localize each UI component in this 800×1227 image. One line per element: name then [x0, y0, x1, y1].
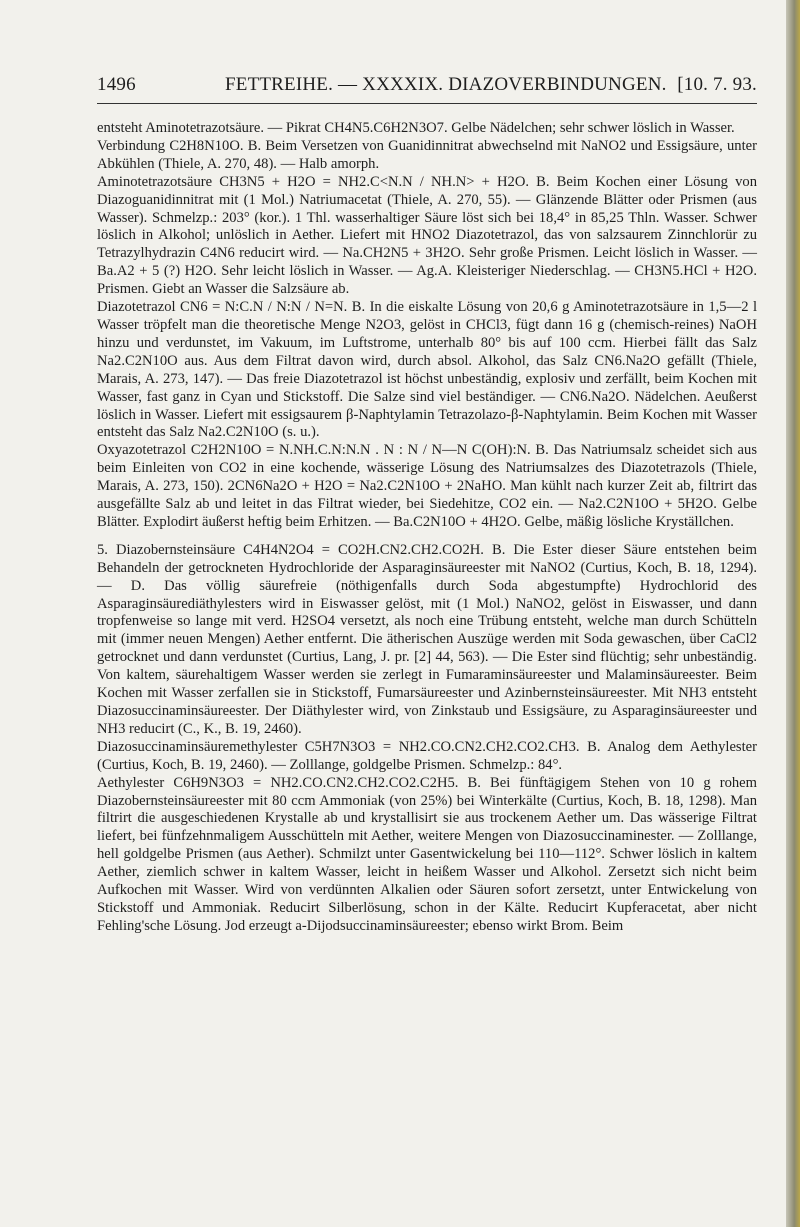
page-edge — [786, 0, 800, 1227]
running-header — [97, 74, 757, 104]
paragraph-oxyazotetrazol: Oxyazotetrazol C2H2N10O = N.NH.C.N:N.N . N : N / N—N C(OH):N. B. Das Natriumsalz scheidet sich aus beim Einleiten von CO2 in eine kochende, wässerige Lösung des Natriumsalzes des Diazotetrazols (Thiele, Marais, A. 273, 150). 2CN6Na2O + H2O = Na2.C2N10O + 2NaHO. Man kühlt nach kurzer Zeit ab, filtrirt das ausgefällte Salz ab und leitet in das Filtrat wieder, bei Siedehitze, CO2 ein. — Na2.C2N10O + 5H2O. Gelbe Blätter. Explodirt äußerst heftig beim Erhitzen. — Ba.C2N10O + 4H2O. Gelbe, mäßig lösliche Kryställchen. — [97, 442, 757, 530]
paragraph-diazotetrazol: Diazotetrazol CN6 = N:C.N / N:N / N=N. B. In die eiskalte Lösung von 20,6 g Aminotetrazotsäure in 1,5—2 l Wasser tröpfelt man die theoretische Menge N2O3, gelöst in CHCl3, fügt dann 16 g (chemisch-reines) NaOH hinzu und verdunstet, im Vakuum, im Luftstrome, unterhalb 80° bis auf 100 ccm. Hierbei fällt das Salz Na2.C2N10O aus. Aus dem Filtrat davon wird, durch absol. Alkohol, das Salz CN6.Na2O gefällt (Thiele, Marais, A. 273, 147). — Das freie Diazotetrazol ist höchst unbeständig, explosiv und zerfällt, beim Kochen mit Wasser, fast ganz in Cyan und Stickstoff. Die Salze sind viel beständiger. — CN6.Na2O. Nädelchen. Aeußerst löslich in Wasser. Liefert mit essigsaurem β-Naphtylamin Tetrazolazo-β-Naphtylamin. Beim Kochen mit Wasser entsteht das Salz Na2.C2N10O (s. u.). — [97, 299, 757, 441]
paragraph-methylester: Diazosuccinaminsäuremethylester C5H7N3O3 = NH2.CO.CN2.CH2.CO2.CH3. B. Analog dem Aethylester (Curtius, Koch, B. 19, 2460). — Zolllange, goldgelbe Prismen. Schmelzp.: 84°. — [97, 738, 757, 773]
body-text — [97, 120, 757, 936]
paragraph-diazobernsteinsaeure: 5. Diazobernsteinsäure C4H4N2O4 = CO2H.CN2.CH2.CO2H. B. Die Ester dieser Säure entstehen beim Behandeln der getrockneten Hydrochloride der Asparaginsäureester mit NaNO2 (Curtius, Koch, B. 18, 1294). — D. Das völlig säurefreie (nöthigenfalls durch Soda abgestumpfte) Hydrochlorid des Asparaginsäurediäthylesters wird in Eiswasser gelöst, mit (1 Mol.) NaNO2, gelöst in Eiswasser, und dann tropfenweise so lange mit verd. H2SO4 versetzt, als noch eine Trübung entsteht, welche man durch Schütteln mit (immer neuen Mengen) Aether entfernt. Die ätherischen Auszüge werden mit Soda gewaschen, über CaCl2 getrocknet und dann verdunstet (Curtius, Lang, J. pr. [2] 44, 563). — Die Ester sind flüchtig; sehr unbeständig. Von kaltem, säurehaltigem Wasser werden sie zerlegt in Fumaraminsäureester und Malaminsäureester. Beim Kochen mit Wasser zerfallen sie in Stickstoff, Fumarsäureester und Azinbernsteinsäureester. Mit NH3 entsteht Diazosuccinaminsäureester. Der Diäthylester wird, von Zinkstaub und Essigsäure, zu Asparaginsäureester und NH3 reducirt (C., K., B. 19, 2460). — [97, 541, 757, 737]
header-date: [10. 7. 93. — [677, 74, 757, 95]
paragraph-aethylester: Aethylester C6H9N3O3 = NH2.CO.CN2.CH2.CO2.C2H5. B. Bei fünftägigem Stehen von 10 g rohem Diazobernsteinsäureester mit 80 ccm Ammoniak (von 25%) bei Winterkälte (Curtius, Koch, B. 18, 1298). Man filtrirt die ausgeschiedenen Krystalle ab und krystallisirt sie aus trockenem Aether um. Das wässerige Filtrat liefert, bei fünfzehnmaligem Ausschütteln mit Aether, weitere Mengen von Diazosuccinaminester. — Zolllange, hell goldgelbe Prismen (aus Aether). Schmilzt unter Gasentwickelung bei 110—112°. Schwer löslich in kaltem Aether, ziemlich schwer in kaltem Wasser, leicht in heißem Wasser und Alkohol. Zersetzt sich nicht beim Aufkochen mit Wasser. Wird von verdünnten Alkalien oder Säuren sofort zersetzt, unter Entwickelung von Stickstoff und Ammoniak. Reducirt Silberlösung, schon in der Kälte. Reducirt Kupferacetat, aber nicht Fehling'sche Lösung. Jod erzeugt a-Dijodsuccinaminsäureester; ebenso wirkt Brom. Beim — [97, 774, 757, 934]
header-rule — [97, 103, 757, 104]
page-number: 1496 — [97, 74, 136, 95]
paragraph-verbindung: Verbindung C2H8N10O. B. Beim Versetzen von Guanidinnitrat abwechselnd mit NaNO2 und Essigsäure, unter Abkühlen (Thiele, A. 270, 48). — Halb amorph. — [97, 137, 757, 172]
running-title: FETTREIHE. — XXXXIX. DIAZOVERBINDUNGEN. — [225, 74, 667, 95]
paragraph-pikrat: entsteht Aminotetrazotsäure. — Pikrat CH4N5.C6H2N3O7. Gelbe Nädelchen; sehr schwer löslich in Wasser. — [97, 120, 735, 136]
paragraph-aminotetrazotsaeure: Aminotetrazotsäure CH3N5 + H2O = NH2.C<N.N / NH.N> + H2O. B. Beim Kochen einer Lösung von Diazoguanidinnitrat mit (1 Mol.) Natriumacetat (Thiele, A. 270, 55). — Glänzende Blätter oder Prismen (aus Wasser). Schmelzp.: 203° (kor.). 1 Thl. wasserhaltiger Säure löst sich bei 18,4° in 85,25 Thln. Wasser. Schwer löslich in Alkohol; unlöslich in Aether. Liefert mit HNO2 Diazotetrazol, das von salzsaurem Zinnchlorür zu Tetrazylhydrazin C4N6 reducirt wird. — Na.CH2N5 + 3H2O. Sehr große Prismen. Leicht löslich in Wasser. — Ba.A2 + 5 (?) H2O. Sehr leicht löslich in Wasser. — Ag.A. Kleisteriger Niederschlag. — CH3N5.HCl + H2O. Prismen. Giebt an Wasser die Salzsäure ab. — [97, 173, 757, 298]
